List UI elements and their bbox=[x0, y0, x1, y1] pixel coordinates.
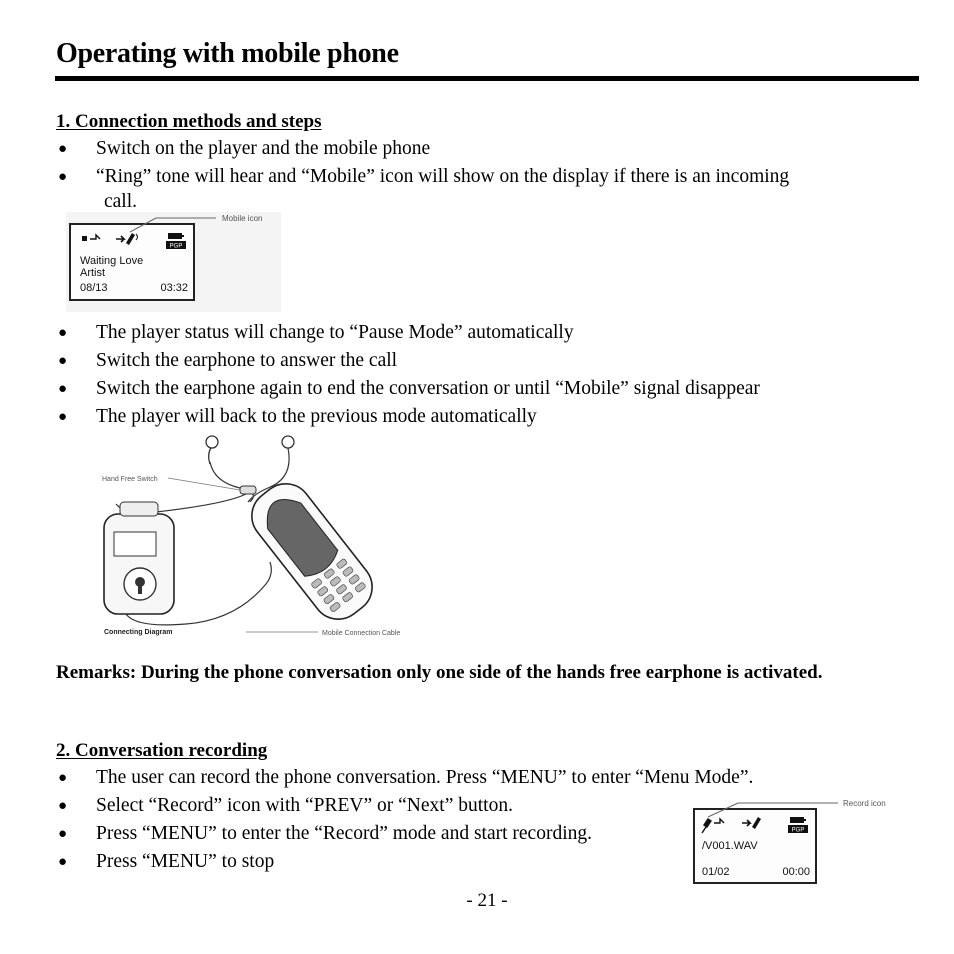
bullet-icon: ● bbox=[58, 141, 68, 157]
lcd-file: /V001.WAV bbox=[702, 840, 758, 852]
player-display-figure bbox=[66, 212, 281, 312]
stop-icon bbox=[82, 236, 87, 241]
page-number: - 21 - bbox=[466, 890, 508, 911]
section2-heading: 2. Conversation recording bbox=[56, 740, 268, 761]
svg-text:PGP: PGP bbox=[169, 243, 183, 250]
bullet-icon: ● bbox=[58, 325, 68, 341]
bullet-icon: ● bbox=[58, 770, 68, 786]
list-item: ● Switch the earphone to answer the call bbox=[56, 347, 916, 375]
list-item: ● Select “Record” icon with “PREV” or “Next” button. bbox=[56, 792, 916, 820]
record-icon-callout: Record icon bbox=[843, 799, 886, 808]
remarks: Remarks: During the phone conversation only one side of the hands free earphone is activated. bbox=[56, 662, 823, 683]
lcd-line-1: Waiting Love bbox=[80, 255, 144, 267]
list-item: ● The player will back to the previous mode automatically bbox=[56, 403, 916, 431]
page-title: Operating with mobile phone bbox=[56, 38, 399, 69]
bullet-icon: ● bbox=[58, 381, 68, 397]
section1-bullets-b bbox=[56, 319, 916, 431]
earphone-right-icon bbox=[282, 436, 294, 448]
battery-icon bbox=[790, 817, 804, 823]
list-item-continuation: call. bbox=[104, 191, 138, 212]
list-item: ● Switch the earphone again to end the conversation or until “Mobile” signal disappear bbox=[56, 375, 916, 403]
list-item: ● Switch on the player and the mobile phone bbox=[56, 135, 896, 163]
mobile-icon-callout: Mobile icon bbox=[222, 214, 263, 223]
title-rule bbox=[55, 76, 919, 81]
bullet-icon: ● bbox=[58, 169, 68, 185]
bullet-icon: ● bbox=[58, 353, 68, 369]
svg-text:PGP: PGP bbox=[791, 827, 805, 834]
list-item: ● The player status will change to “Pause Mode” automatically bbox=[56, 319, 916, 347]
player-screen bbox=[114, 532, 156, 556]
bullet-icon: ● bbox=[58, 798, 68, 814]
cable-label: Mobile Connection Cable bbox=[322, 630, 401, 637]
record-display-figure bbox=[690, 795, 890, 887]
section1-heading: 1. Connection methods and steps bbox=[56, 111, 322, 132]
hand-free-switch-label: Hand Free Switch bbox=[102, 476, 158, 483]
lcd-track: 08/13 bbox=[80, 282, 108, 294]
bullet-icon: ● bbox=[58, 409, 68, 425]
section1-bullets-a bbox=[56, 135, 896, 213]
list-item: ● The user can record the phone conversation. Press “MENU” to enter “Menu Mode”. bbox=[56, 764, 916, 792]
hand-free-switch-icon bbox=[240, 486, 256, 494]
diagram-caption: Connecting Diagram bbox=[104, 629, 173, 636]
bullet-icon: ● bbox=[58, 854, 68, 870]
lcd-line-2: Artist bbox=[80, 267, 106, 279]
bullet-icon: ● bbox=[58, 826, 68, 842]
connecting-diagram bbox=[96, 432, 426, 642]
list-item: ● Press “MENU” to enter the “Record” mode and start recording. bbox=[56, 820, 916, 848]
list-item: ● Press “MENU” to stop bbox=[56, 848, 916, 876]
lcd-time: 00:00 bbox=[782, 866, 810, 878]
battery-icon bbox=[168, 233, 182, 239]
mobile-phone-icon bbox=[241, 473, 382, 629]
lcd-track: 01/02 bbox=[702, 866, 730, 878]
list-item: ● “Ring” tone will hear and “Mobile” icon will show on the display if there is an incoming call. bbox=[56, 163, 896, 213]
lcd-time: 03:32 bbox=[160, 282, 188, 294]
